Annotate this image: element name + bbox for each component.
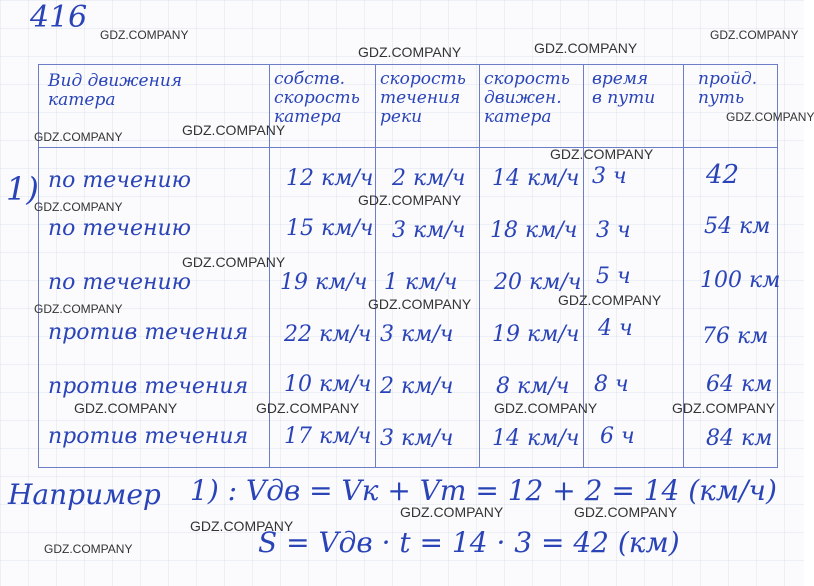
watermark: GDZ.COMPANY xyxy=(182,122,286,138)
table-cell: 3 км/ч xyxy=(380,322,454,347)
watermark: GDZ.COMPANY xyxy=(558,292,662,308)
table-cell: 10 км/ч xyxy=(284,372,372,397)
table-divider xyxy=(375,65,376,467)
watermark: GDZ.COMPANY xyxy=(74,400,178,416)
table-cell: 3 ч xyxy=(596,218,631,243)
table-cell: 17 км/ч xyxy=(284,424,372,449)
table-cell: против течения xyxy=(48,374,249,399)
watermark: GDZ.COMPANY xyxy=(182,254,286,270)
table-cell: 19 км/ч xyxy=(280,270,368,295)
watermark: GDZ.COMPANY xyxy=(100,28,189,42)
table-cell: 3 км/ч xyxy=(380,426,454,451)
table-cell: 5 ч xyxy=(596,264,631,289)
table-divider xyxy=(479,65,480,467)
watermark: GDZ.COMPANY xyxy=(574,504,678,520)
watermark: GDZ.COMPANY xyxy=(726,110,814,124)
table-cell: 18 км/ч xyxy=(490,218,578,243)
example-line-1: 1) : Vдв = Vк + Vт = 12 + 2 = 14 (км/ч) xyxy=(190,474,777,507)
table-cell: 2 км/ч xyxy=(380,374,454,399)
table-cell: 3 км/ч xyxy=(392,218,466,243)
header-own-speed: собств. скорость катера xyxy=(274,69,360,127)
watermark: GDZ.COMPANY xyxy=(256,400,360,416)
watermark: GDZ.COMPANY xyxy=(358,192,462,208)
table-cell: 76 км xyxy=(702,324,769,349)
table-cell: 64 км xyxy=(706,372,773,397)
table-cell: 14 км/ч xyxy=(492,426,580,451)
table-cell: 84 км xyxy=(706,426,773,451)
table-cell: 54 км xyxy=(704,214,771,239)
table-cell: по течению xyxy=(48,270,192,295)
table-cell: 1 км/ч xyxy=(384,270,458,295)
table-cell: 4 ч xyxy=(598,316,633,341)
watermark: GDZ.COMPANY xyxy=(34,302,123,316)
table-cell: 14 км/ч xyxy=(492,166,580,191)
table-cell: по течению xyxy=(48,216,192,241)
watermark: GDZ.COMPANY xyxy=(710,28,799,42)
watermark: GDZ.COMPANY xyxy=(34,130,123,144)
watermark: GDZ.COMPANY xyxy=(44,542,133,556)
watermark: GDZ.COMPANY xyxy=(672,400,776,416)
header-distance: пройд. путь xyxy=(698,69,758,108)
table-cell: 22 км/ч xyxy=(284,322,372,347)
watermark: GDZ.COMPANY xyxy=(358,44,462,60)
table-cell: 8 ч xyxy=(594,372,629,397)
table-cell: 6 ч xyxy=(600,424,635,449)
table-cell: 19 км/ч xyxy=(492,322,580,347)
table-cell: 100 км xyxy=(700,268,781,293)
header-current-speed: скорость течения реки xyxy=(380,69,466,127)
table-cell: 42 xyxy=(706,160,740,190)
watermark: GDZ.COMPANY xyxy=(190,518,294,534)
header-travel-speed: скорость движен. катера xyxy=(484,69,570,127)
header-movement-type: Вид движения катера xyxy=(48,71,183,110)
watermark: GDZ.COMPANY xyxy=(550,146,654,162)
table-cell: по течению xyxy=(48,168,192,193)
header-time: время в пути xyxy=(592,69,656,108)
table-cell: против течения xyxy=(48,424,249,449)
table-cell: 8 км/ч xyxy=(496,374,570,399)
watermark: GDZ.COMPANY xyxy=(494,400,598,416)
watermark: GDZ.COMPANY xyxy=(400,504,504,520)
example-line-2: S = Vдв · t = 14 · 3 = 42 (км) xyxy=(258,526,680,559)
header-divider xyxy=(39,147,777,148)
table-cell: против течения xyxy=(48,320,249,345)
row-marker: 1) xyxy=(6,170,39,208)
example-label: Например xyxy=(8,478,161,511)
table-cell: 15 км/ч xyxy=(286,216,374,241)
exercise-number: 416 xyxy=(30,0,88,35)
table-cell: 2 км/ч xyxy=(392,166,466,191)
watermark: GDZ.COMPANY xyxy=(534,40,638,56)
table-cell: 3 ч xyxy=(592,164,627,189)
watermark: GDZ.COMPANY xyxy=(34,200,123,214)
watermark: GDZ.COMPANY xyxy=(368,296,472,312)
table-cell: 20 км/ч xyxy=(494,270,582,295)
table-cell: 12 км/ч xyxy=(286,166,374,191)
